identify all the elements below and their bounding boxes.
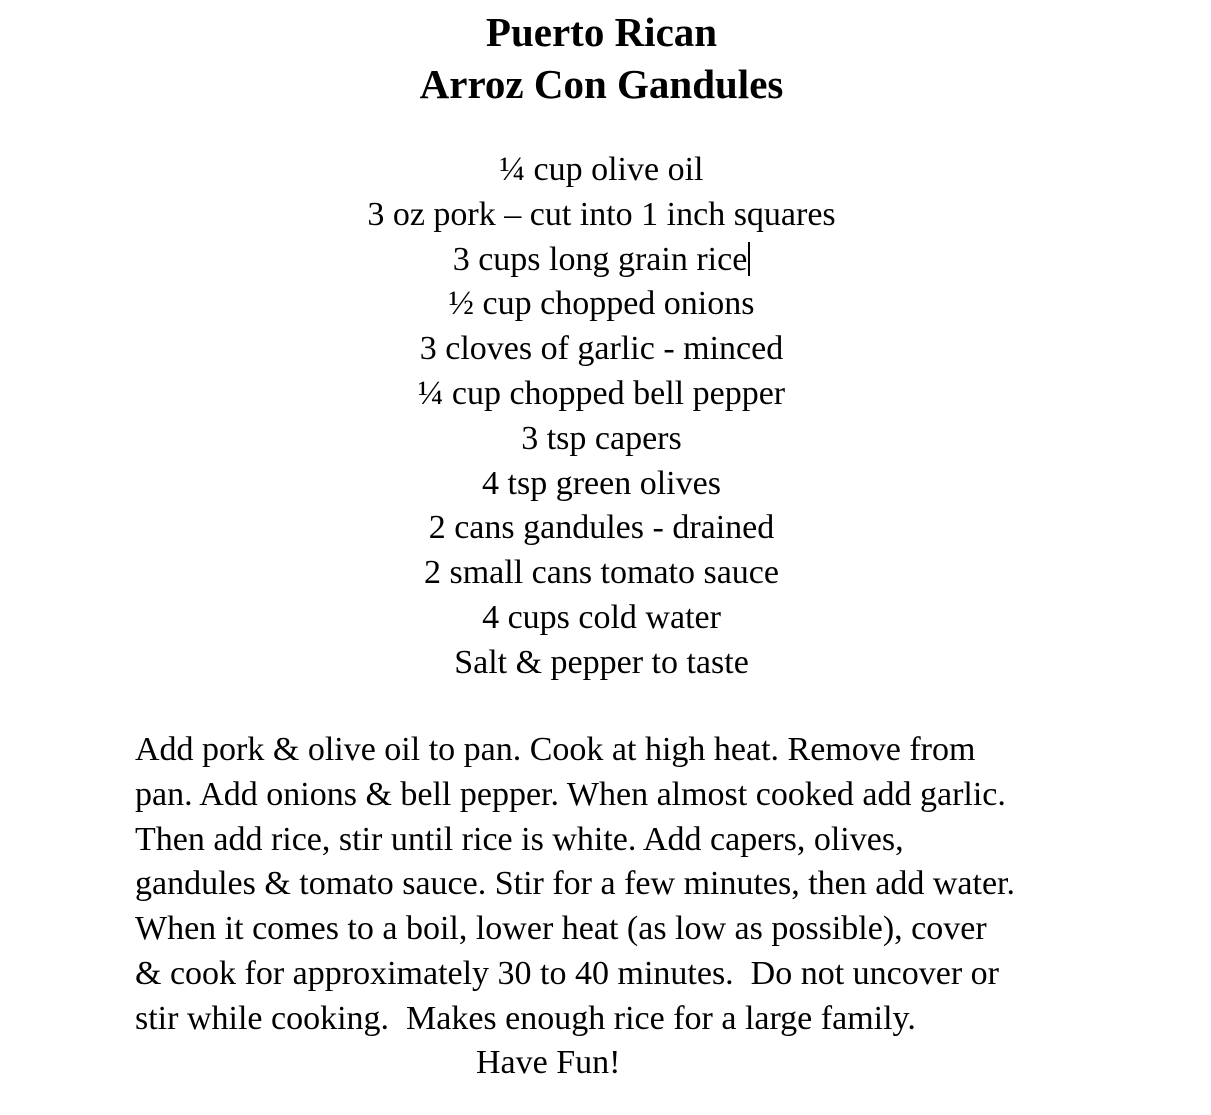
ingredient-text: 3 tsp capers: [521, 419, 682, 457]
ingredient-item: [0, 596, 1203, 641]
ingredient-text: Salt & pepper to taste: [454, 643, 749, 681]
ingredient-item: [0, 372, 1203, 417]
ingredient-text: ½ cup chopped onions: [448, 285, 755, 323]
ingredient-text: 2 cans gandules - drained: [428, 509, 775, 547]
instruction-line: Then add rice, stir until rice is white. Add capers, olives,: [135, 820, 904, 858]
ingredient-text: 2 small cans tomato sauce: [423, 554, 779, 592]
ingredient-text: ¼ cup olive oil: [499, 151, 704, 188]
ingredient-item: [0, 462, 1203, 507]
ingredient-text: 4 tsp green olives: [482, 464, 721, 502]
recipe-title: [0, 6, 1203, 110]
ingredient-text: 4 cups cold water: [482, 598, 721, 636]
title-line-1: Puerto Rican: [485, 9, 718, 55]
ingredient-text: 3 cloves of garlic - minced: [419, 330, 784, 368]
instruction-line: When it comes to a boil, lower heat (as low as possible), cover: [135, 910, 987, 948]
instructions-paragraph: [135, 728, 1095, 1042]
instruction-line: & cook for approximately 30 to 40 minutes. Do not uncover or: [135, 954, 999, 992]
text-cursor: [748, 242, 750, 276]
instruction-line: gandules & tomato sauce. Stir for a few minutes, then add water.: [135, 865, 1015, 903]
ingredient-item: [0, 238, 1203, 283]
ingredient-item: [0, 327, 1203, 372]
instruction-line: pan. Add onions & bell pepper. When almost cooked add garlic.: [135, 775, 1006, 813]
ingredient-list: [0, 148, 1203, 686]
ingredient-item: [0, 506, 1203, 551]
title-line-2: Arroz Con Gandules: [419, 61, 784, 107]
ingredient-item: [0, 193, 1203, 238]
ingredient-item: [0, 148, 1203, 193]
signoff-text: Have Fun!: [476, 1044, 621, 1081]
instruction-line: Add pork & olive oil to pan. Cook at high heat. Remove from: [135, 731, 976, 768]
ingredient-text: 3 cups long grain rice: [452, 240, 748, 278]
instruction-line: stir while cooking. Makes enough rice for a large family.: [135, 999, 916, 1037]
ingredient-item: [0, 551, 1203, 596]
ingredient-item: [0, 282, 1203, 327]
ingredient-text: ¼ cup chopped bell pepper: [417, 374, 786, 412]
ingredient-item: [0, 641, 1203, 686]
ingredient-text: 3 oz pork – cut into 1 inch squares: [367, 195, 836, 233]
ingredient-item: [0, 417, 1203, 462]
